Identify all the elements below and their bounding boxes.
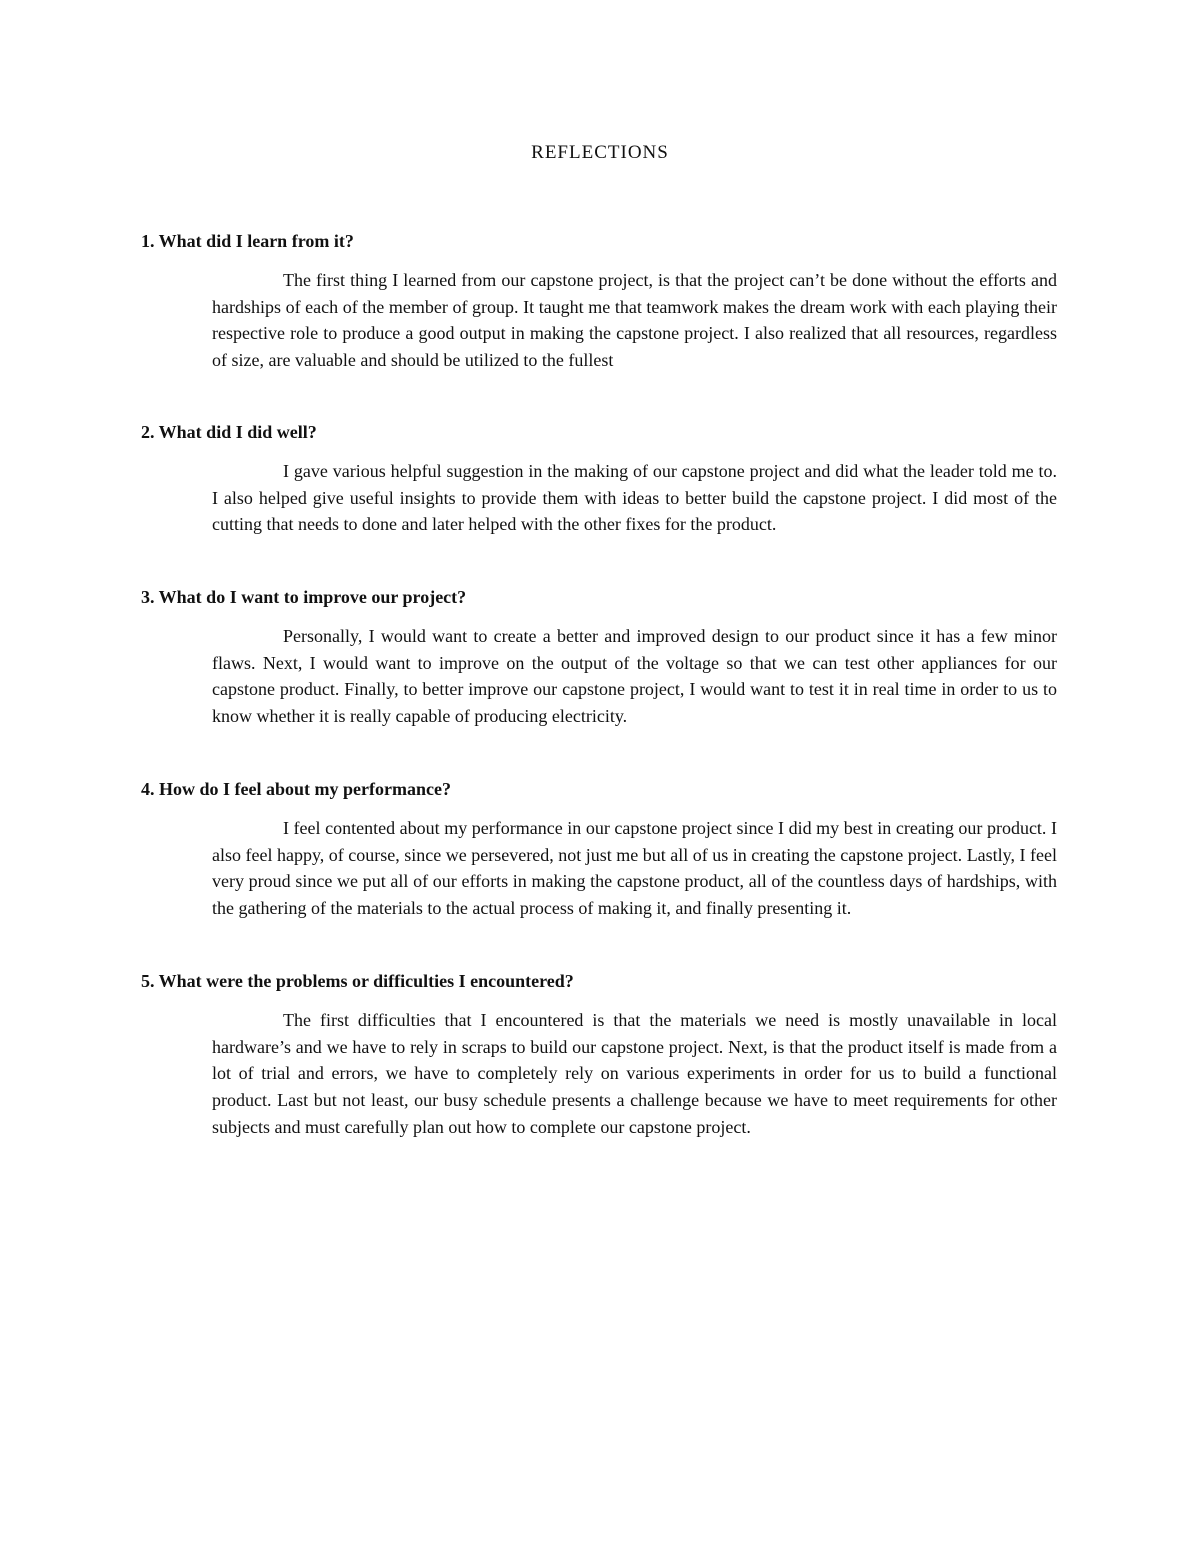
question-heading: 5. What were the problems or difficulties I encountered? <box>141 971 574 991</box>
document-title: REFLECTIONS <box>531 142 669 163</box>
question-heading: 1. What did I learn from it? <box>141 231 354 251</box>
question-heading: 2. What did I did well? <box>141 422 317 442</box>
question-heading: 4. How do I feel about my performance? <box>141 779 451 799</box>
reflection-section-5 <box>141 968 1057 1141</box>
reflection-section-3 <box>141 584 1057 730</box>
reflection-section-2 <box>141 419 1057 538</box>
answer-paragraph: Personally, I would want to create a better and improved design to our product since it has a few minor flaws. Next, I would want to improve on the output of the voltage so that we can test other appliances for our capstone product. Finally, to better improve our capstone project, I would want to test it in real time in order to us to know whether it is really capable of producing electricity. <box>212 626 1057 727</box>
answer-paragraph: The first difficulties that I encountered is that the materials we need is mostly unavailable in local hardware’s and we have to rely in scraps to build our capstone project. Next, is that the product itself is made from a lot of trial and errors, we have to completely rely on various experiments in order for us to build a functional product. Last but not least, our busy schedule presents a challenge because we have to meet requirements for other subjects and must carefully plan out how to complete our capstone project. <box>212 1010 1057 1137</box>
reflection-section-1 <box>141 228 1057 374</box>
question-heading: 3. What do I want to improve our project? <box>141 587 467 607</box>
answer-paragraph: I gave various helpful suggestion in the making of our capstone project and did what the leader told me to. I also helped give useful insights to provide them with ideas to better build the capstone project. I did most of the cutting that needs to done and later helped with the other fixes for the product. <box>212 461 1057 535</box>
answer-paragraph: The first thing I learned from our capstone project, is that the project can’t be done without the efforts and hardships of each of the member of group. It taught me that teamwork makes the dream work with each playing their respective role to produce a good output in making the capstone project. I also realized that all resources, regardless of size, are valuable and should be utilized to the fullest <box>212 270 1057 371</box>
reflection-section-4 <box>141 776 1057 922</box>
answer-paragraph: I feel contented about my performance in our capstone project since I did my best in creating our product. I also feel happy, of course, since we persevered, not just me but all of us in creating the capstone project. Lastly, I feel very proud since we put all of our efforts in making the capstone product, all of the countless days of hardships, with the gathering of the materials to the actual process of making it, and finally presenting it. <box>212 818 1057 919</box>
